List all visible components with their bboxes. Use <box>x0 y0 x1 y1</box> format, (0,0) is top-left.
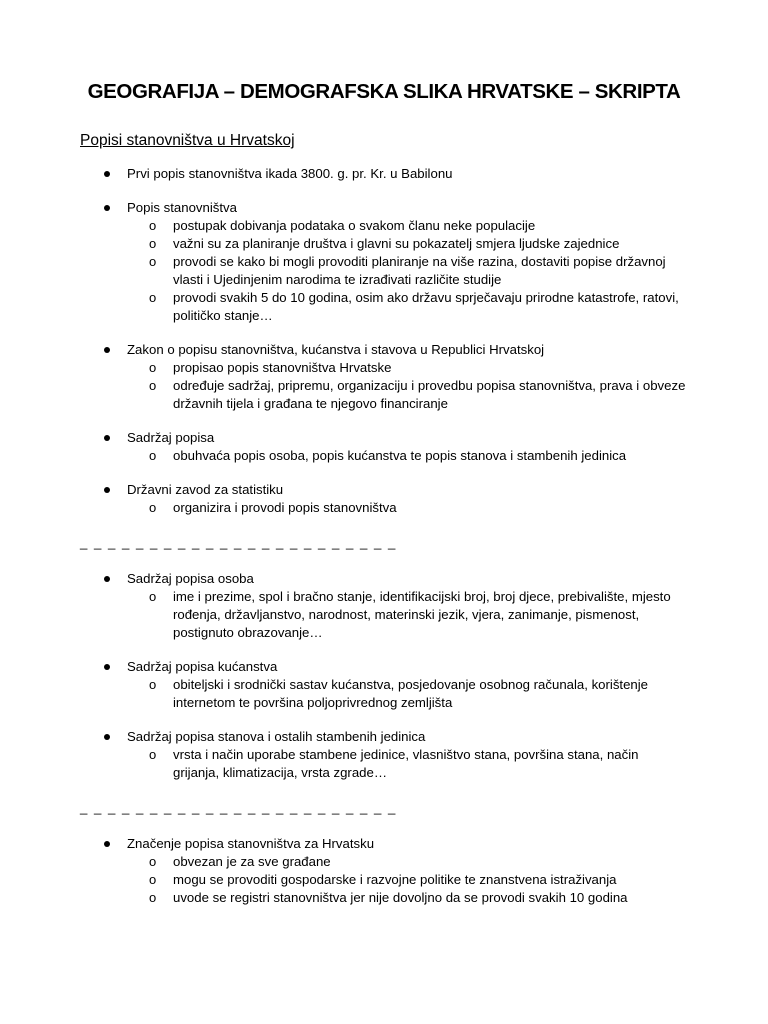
sub-list-item <box>80 359 708 377</box>
bullet-item <box>80 481 708 499</box>
sub-list-item <box>80 588 708 642</box>
bullet-text: Zakon o popisu stanovništva, kućanstva i stavova u Republici Hrvatskoj <box>127 342 545 357</box>
bullet-text: Sadržaj popisa <box>127 430 215 445</box>
sub-bullet-marker: o <box>149 254 157 269</box>
bullet-dot-icon <box>104 435 110 441</box>
bullet-text: Sadržaj popisa kućanstva <box>127 659 278 674</box>
section-divider-2: _ _ _ _ _ _ _ _ _ _ _ _ _ _ _ _ _ _ _ _ _ _ _ <box>80 800 397 815</box>
bullet-block <box>80 429 708 465</box>
bullet-item <box>80 199 708 217</box>
sub-item-text: uvode se registri stanovništva jer nije dovoljno da se provodi svakih 10 godina <box>173 890 628 905</box>
document-title: GEOGRAFIJA – DEMOGRAFSKA SLIKA HRVATSKE – SKRIPTA <box>87 80 681 103</box>
sub-list <box>80 499 708 517</box>
bullet-block <box>80 835 708 907</box>
sub-list-item <box>80 235 708 253</box>
section-divider-1: _ _ _ _ _ _ _ _ _ _ _ _ _ _ _ _ _ _ _ _ _ _ _ <box>80 535 397 550</box>
sub-item-text: ime i prezime, spol i bračno stanje, identifikacijski broj, broj djece, prebivalište, mjesto rođenja, državljanstvo, narodnost, materinski jezik, vjera, zanimanje, pismenost, postignuto obrazovanje… <box>173 589 671 640</box>
sub-list-item <box>80 217 708 235</box>
sub-list-item <box>80 746 708 782</box>
bullet-dot-icon <box>104 664 110 670</box>
bullet-text: Državni zavod za statistiku <box>127 482 284 497</box>
bullet-dot-icon <box>104 576 110 582</box>
sub-list-item <box>80 499 708 517</box>
sub-list <box>80 447 708 465</box>
sub-bullet-marker: o <box>149 500 157 515</box>
bullet-block <box>80 570 708 642</box>
bullet-block <box>80 341 708 413</box>
bullet-item <box>80 429 708 447</box>
bullet-dot-icon <box>104 347 110 353</box>
sub-list <box>80 853 708 907</box>
bullet-block <box>80 481 708 517</box>
sub-item-text: važni su za planiranje društva i glavni su pokazatelj smjera ljudske zajednice <box>173 236 620 251</box>
sub-bullet-marker: o <box>149 360 157 375</box>
bullet-dot-icon <box>104 171 110 177</box>
section-census-contents <box>80 570 708 782</box>
sub-item-text: obuhvaća popis osoba, popis kućanstva te popis stanova i stambenih jedinica <box>173 448 627 463</box>
section-heading: Popisi stanovništva u Hrvatskoj <box>80 132 295 149</box>
bullet-item <box>80 658 708 676</box>
sub-item-text: provodi se kako bi mogli provoditi planiranje na više razina, dostaviti popise državnoj vlasti i Ujedinjenim narodima te izrađivati različite studije <box>173 254 666 287</box>
bullet-block <box>80 165 708 183</box>
bullet-item <box>80 728 708 746</box>
bullet-text: Sadržaj popisa osoba <box>127 571 254 586</box>
bullet-text: Popis stanovništva <box>127 200 237 215</box>
sub-bullet-marker: o <box>149 854 157 869</box>
sub-list-item <box>80 889 708 907</box>
sub-bullet-marker: o <box>149 448 157 463</box>
sub-item-text: obiteljski i srodnički sastav kućanstva, posjedovanje osobnog računala, korištenje internetom te površina poljoprivrednog zemljišta <box>173 677 649 710</box>
sub-list-item <box>80 289 708 325</box>
sub-bullet-marker: o <box>149 290 157 305</box>
sub-list <box>80 676 708 712</box>
section-census-importance <box>80 835 708 907</box>
sub-list-item <box>80 447 708 465</box>
sub-list <box>80 359 708 413</box>
sub-bullet-marker: o <box>149 872 157 887</box>
sub-bullet-marker: o <box>149 677 157 692</box>
sub-list-item <box>80 253 708 289</box>
bullet-item <box>80 835 708 853</box>
bullet-block <box>80 728 708 782</box>
bullet-block <box>80 199 708 325</box>
sub-bullet-marker: o <box>149 218 157 233</box>
bullet-item <box>80 165 708 183</box>
bullet-item <box>80 341 708 359</box>
sub-item-text: obvezan je za sve građane <box>173 854 331 869</box>
sub-item-text: vrsta i način uporabe stambene jedinice, vlasništvo stana, površina stana, način grijanja, klimatizacija, vrsta zgrade… <box>173 747 639 780</box>
sub-bullet-marker: o <box>149 589 157 604</box>
sub-list <box>80 217 708 325</box>
bullet-text: Prvi popis stanovništva ikada 3800. g. pr. Kr. u Babilonu <box>127 166 453 181</box>
sub-item-text: organizira i provodi popis stanovništva <box>173 500 397 515</box>
bullet-block <box>80 658 708 712</box>
bullet-dot-icon <box>104 205 110 211</box>
sub-list-item <box>80 377 708 413</box>
bullet-dot-icon <box>104 487 110 493</box>
sub-item-text: propisao popis stanovništva Hrvatske <box>173 360 392 375</box>
bullet-dot-icon <box>104 734 110 740</box>
bullet-text: Sadržaj popisa stanova i ostalih stambenih jedinica <box>127 729 426 744</box>
sub-item-text: postupak dobivanja podataka o svakom članu neke populacije <box>173 218 536 233</box>
sub-item-text: mogu se provoditi gospodarske i razvojne politike te znanstvena istraživanja <box>173 872 617 887</box>
sub-list <box>80 746 708 782</box>
sub-item-text: provodi svakih 5 do 10 godina, osim ako državu sprječavaju prirodne katastrofe, ratovi, političko stanje… <box>173 290 679 323</box>
bullet-item <box>80 570 708 588</box>
sub-list-item <box>80 853 708 871</box>
sub-bullet-marker: o <box>149 236 157 251</box>
sub-list-item <box>80 676 708 712</box>
sub-list-item <box>80 871 708 889</box>
bullet-text: Značenje popisa stanovništva za Hrvatsku <box>127 836 375 851</box>
sub-bullet-marker: o <box>149 747 157 762</box>
section-census-intro <box>80 165 708 517</box>
sub-list <box>80 588 708 642</box>
sub-bullet-marker: o <box>149 378 157 393</box>
sub-bullet-marker: o <box>149 890 157 905</box>
bullet-dot-icon <box>104 841 110 847</box>
sub-item-text: određuje sadržaj, pripremu, organizaciju i provedbu popisa stanovništva, prava i obveze državnih tijela i građana te njegovo financiranje <box>173 378 686 411</box>
